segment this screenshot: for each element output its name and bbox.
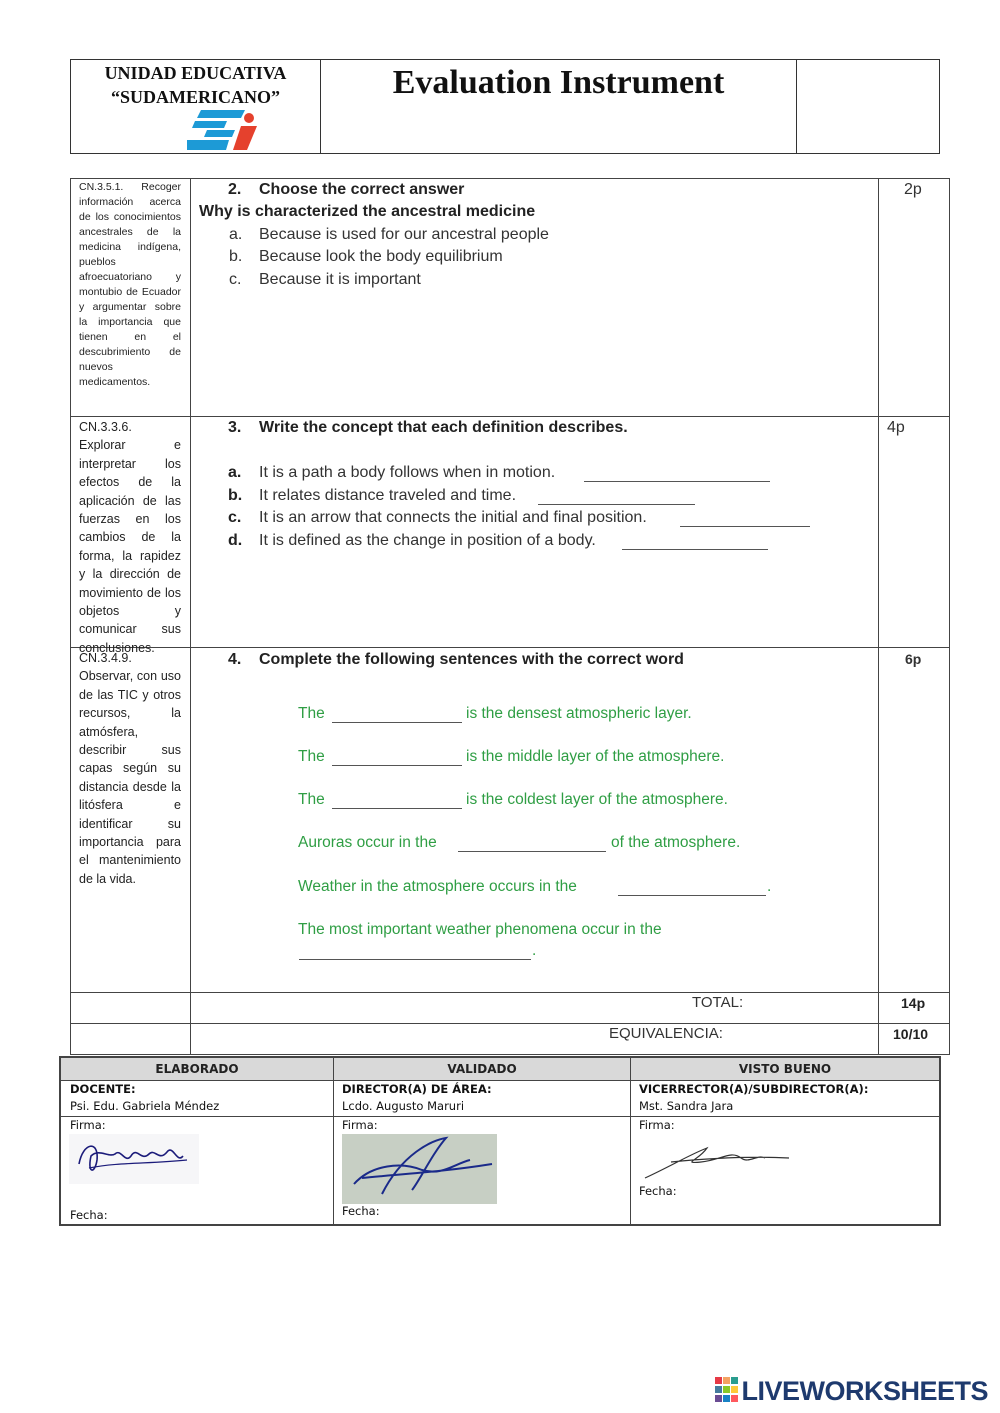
sentence-start: The — [298, 791, 325, 808]
question-title: Choose the correct answer — [259, 181, 465, 198]
sentence-start: The — [298, 705, 325, 722]
signer-name: Lcdo. Augusto Maruri — [342, 1099, 465, 1113]
school-logo-icon — [187, 108, 261, 152]
question-subtitle: Why is characterized the ancestral medicine — [199, 203, 536, 220]
sentence-end: is the coldest layer of the atmosphere. — [466, 791, 728, 808]
table-border — [949, 178, 950, 1055]
title-cell — [321, 60, 797, 153]
item-letter: c. — [228, 509, 242, 526]
table-border — [70, 178, 950, 179]
item-letter: b. — [228, 487, 243, 504]
table-divider — [630, 1058, 631, 1224]
sentence-start: The — [298, 748, 325, 765]
total-label: TOTAL: — [692, 994, 744, 1011]
liveworksheets-logo-icon — [715, 1377, 739, 1403]
role-label: DOCENTE: — [70, 1082, 136, 1096]
table-divider — [70, 992, 950, 993]
sentence-end: . — [532, 942, 537, 959]
evaluation-table — [70, 178, 950, 1055]
option-text[interactable]: Because it is important — [259, 271, 421, 288]
fecha-label: Fecha: — [342, 1204, 380, 1218]
liveworksheets-brand[interactable] — [715, 1376, 988, 1407]
sentence-end: is the densest atmospheric layer. — [466, 705, 692, 722]
column-header-visto-bueno: VISTO BUENO — [631, 1058, 939, 1080]
points-value: 4p — [887, 419, 905, 436]
points-value: 2p — [904, 181, 922, 198]
school-name-cell — [71, 60, 321, 153]
answer-blank[interactable] — [458, 851, 606, 852]
item-text: It relates distance traveled and time. — [259, 487, 517, 504]
sentence-start: The most important weather phenomena occur in the — [298, 921, 662, 938]
table-divider — [878, 178, 879, 1055]
school-name-line1: UNIDAD EDUCATIVA — [104, 63, 287, 83]
school-name-line2: “SUDAMERICANO” — [110, 87, 280, 107]
table-divider — [70, 416, 950, 417]
item-letter: a. — [228, 464, 242, 481]
table-divider — [333, 1058, 334, 1224]
column-header-validado: VALIDADO — [334, 1058, 630, 1080]
signer-name: Psi. Edu. Gabriela Méndez — [70, 1099, 220, 1113]
sentence-end: . — [767, 878, 772, 895]
option-text[interactable]: Because is used for our ancestral people — [259, 226, 549, 243]
table-divider — [61, 1080, 939, 1081]
fecha-label: Fecha: — [639, 1184, 677, 1198]
answer-blank[interactable] — [618, 895, 766, 896]
criterion-text: CN.3.3.6. Explorar e interpretar los efectos de la aplicación de las fuerzas en los cambios de la forma, la rapidez y la dirección de movimiento de los objetos y comunicar sus conclusiones. — [79, 420, 181, 655]
signer-name: Mst. Sandra Jara — [639, 1099, 734, 1113]
question-title: Complete the following sentences with the correct word — [259, 651, 684, 668]
answer-blank[interactable] — [538, 504, 695, 505]
criterion-text: CN.3.4.9. Observar, con uso de las TIC y otros recursos, la atmósfera, describir sus capas según su distancia desde la litósfera e identificar su importancia para el mantenimiento de la vida. — [79, 651, 181, 886]
signature-image — [69, 1134, 199, 1184]
document-title: Evaluation Instrument — [392, 64, 725, 101]
signature-image — [342, 1134, 497, 1204]
document-header — [70, 59, 940, 154]
table-divider — [61, 1116, 939, 1117]
item-text: It is defined as the change in position of a body. — [259, 532, 596, 549]
answer-blank[interactable] — [584, 481, 770, 482]
signature-image — [641, 1138, 791, 1183]
question-title: Write the concept that each definition describes. — [259, 419, 628, 436]
column-header-elaborado: ELABORADO — [61, 1058, 333, 1080]
role-label: VICERRECTOR(A)/SUBDIRECTOR(A): — [639, 1082, 869, 1096]
sentence-end: is the middle layer of the atmosphere. — [466, 748, 725, 765]
signature-table — [59, 1056, 941, 1226]
criterion-text: CN.3.5.1. Recoger información acerca de los conocimientos ancestrales de la medicina indígena, pueblos afroecuatoriano y montubio de Ecuador y argumentar sobre la importancia que tienen en el descubrimiento de nuevos medicamentos. — [79, 181, 181, 388]
option-letter: a. — [229, 226, 243, 243]
answer-blank[interactable] — [680, 526, 810, 527]
answer-blank[interactable] — [299, 959, 531, 960]
question-number: 2. — [228, 181, 242, 198]
answer-blank[interactable] — [332, 808, 462, 809]
firma-label: Firma: — [70, 1118, 106, 1132]
option-letter: c. — [229, 271, 242, 288]
answer-blank[interactable] — [332, 765, 462, 766]
sentence-start: Weather in the atmosphere occurs in the — [298, 878, 577, 895]
answer-blank[interactable] — [622, 549, 768, 550]
table-divider — [70, 647, 950, 648]
firma-label: Firma: — [342, 1118, 378, 1132]
item-letter: d. — [228, 532, 243, 549]
item-text: It is an arrow that connects the initial and final position. — [259, 509, 647, 526]
question-number: 4. — [228, 651, 242, 668]
sentence-end: of the atmosphere. — [611, 834, 741, 851]
table-border — [70, 178, 71, 1055]
firma-label: Firma: — [639, 1118, 675, 1132]
role-label: DIRECTOR(A) DE ÁREA: — [342, 1082, 492, 1096]
table-divider — [190, 178, 191, 1055]
question-number: 3. — [228, 419, 242, 436]
table-border — [70, 1054, 950, 1055]
sentence-start: Auroras occur in the — [298, 834, 437, 851]
equivalence-label: EQUIVALENCIA: — [609, 1025, 723, 1042]
brand-text: LIVEWORKSHEETS — [741, 1376, 988, 1406]
answer-blank[interactable] — [332, 722, 462, 723]
equivalence-value: 10/10 — [893, 1026, 929, 1042]
total-value: 14p — [901, 995, 926, 1011]
fecha-label: Fecha: — [70, 1208, 108, 1222]
table-divider — [70, 1023, 950, 1024]
option-letter: b. — [229, 248, 243, 265]
item-text: It is a path a body follows when in motion. — [259, 464, 556, 481]
option-text[interactable]: Because look the body equilibrium — [259, 248, 503, 265]
points-value: 6p — [905, 651, 922, 667]
